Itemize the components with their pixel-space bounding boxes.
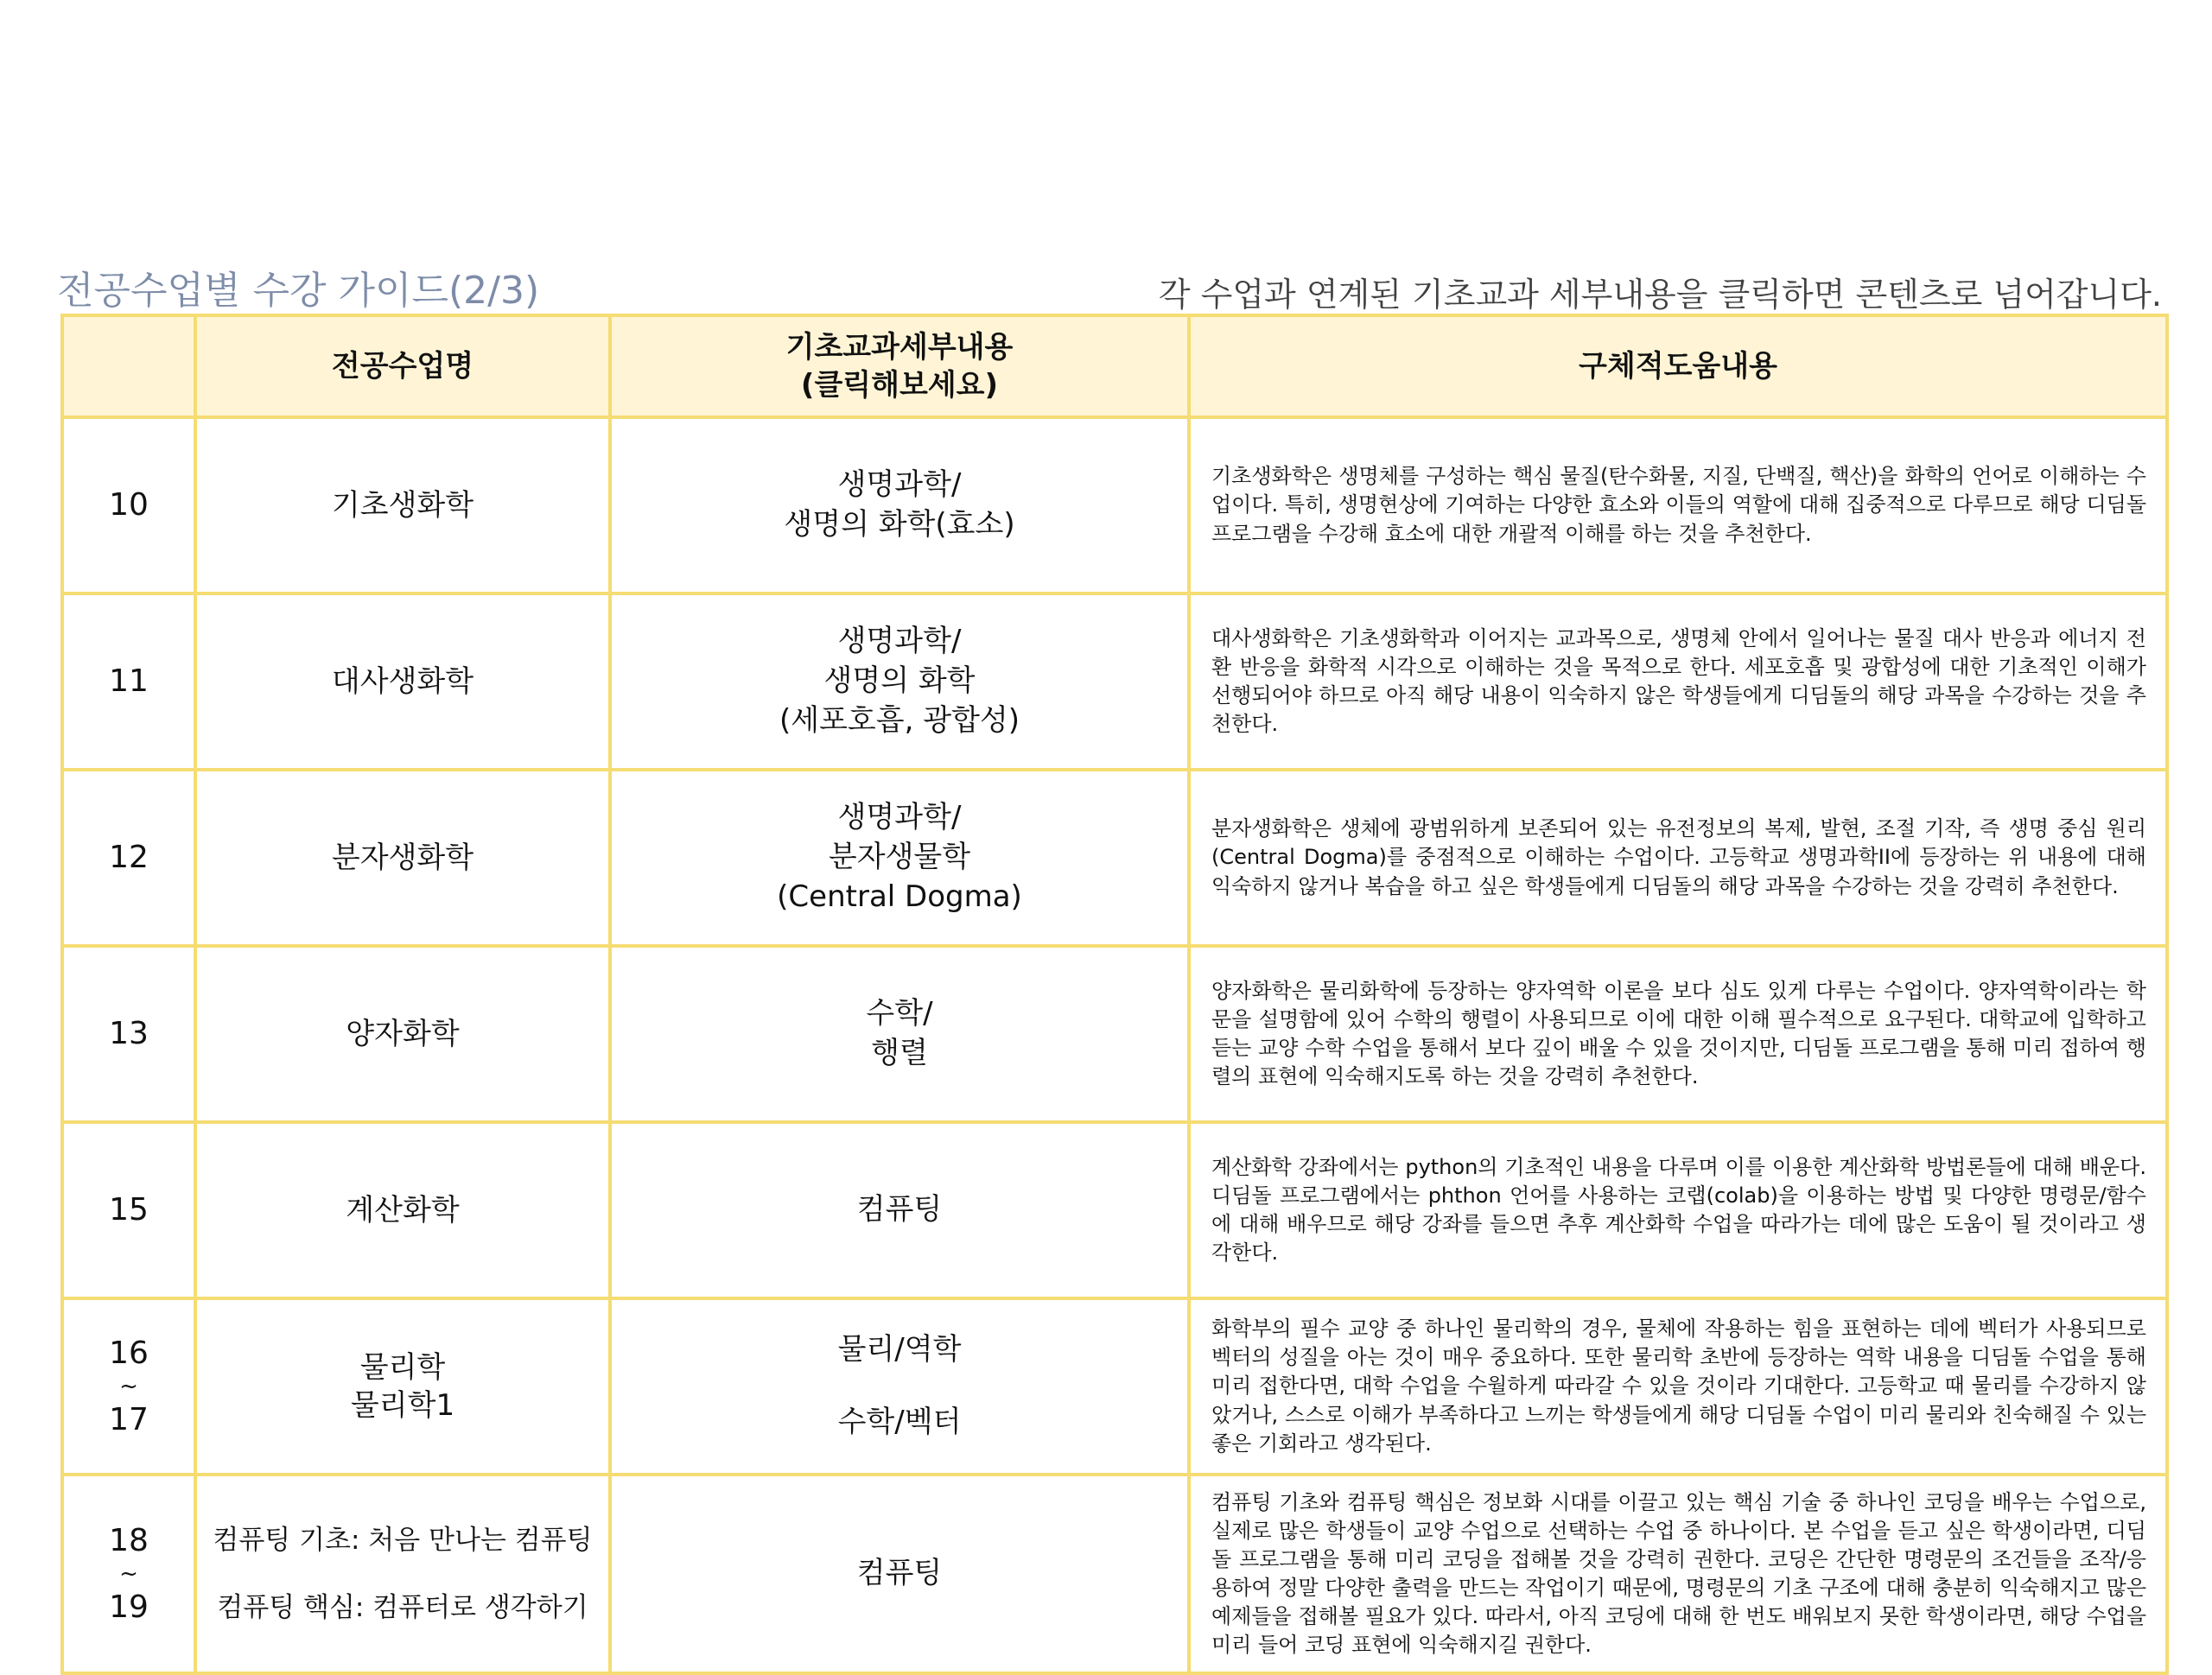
row-number: 13 (62, 946, 195, 1122)
basic-content-link[interactable]: 컴퓨팅 (610, 1475, 1189, 1673)
row-number: 15 (62, 1122, 195, 1298)
table-row (62, 1475, 2167, 1673)
table-row (62, 593, 2167, 770)
page-hint: 각 수업과 연계된 기초교과 세부내용을 클릭하면 콘텐츠로 넘어갑니다. (1158, 276, 2162, 314)
course-name-line: 물리학1 (350, 1388, 455, 1423)
basic-content-link[interactable] (610, 1122, 1189, 1298)
row-number (62, 1475, 195, 1673)
basic-content-cell (610, 1298, 1189, 1475)
course-name (195, 1298, 610, 1475)
row-number (62, 1298, 195, 1475)
basic-content-line: 생명과학/ (837, 467, 962, 503)
course-name-line: 물리학 (359, 1349, 446, 1385)
header-desc: 구체적도움내용 (1189, 315, 2167, 417)
course-guide-table (60, 314, 2169, 1675)
help-description: 컴퓨팅 기초와 컴퓨팅 핵심은 정보화 시대를 이끌고 있는 핵심 기술 중 하나인 코딩을 배우는 수업으로, 실제로 많은 학생들이 교양 수업으로 선택하는 수업 중 하나이다. 본 수업을 듣고 싶은 학생이라면, 디딤돌 프로그램을 통해 미리 코딩을 접해볼 것을 강력히 권한다. 코딩은 간단한 명령문의 조건들을 조작/응용하여 정말 다양한 출력을 만드는 작업이기 때문에, 명령문의 기초 구조에 대해 충분히 익숙해지고 많은 예제들을 접해볼 필요가 있다. 따라서, 아직 코딩에 대해 한 번도 배워보지 못한 학생이라면, 해당 수업을 미리 들어 코딩 표현에 익숙해지길 권한다. (1189, 1475, 2167, 1673)
help-description: 기초생화학은 생명체를 구성하는 핵심 물질(탄수화물, 지질, 단백질, 핵산)을 화학의 언어로 이해하는 수업이다. 특히, 생명현상에 기여하는 다양한 효소와 이들의 역할에 대해 집중적으로 다루므로 해당 디딤돌 프로그램을 수강해 효소에 대한 개괄적 이해를 하는 것을 추천한다. (1189, 417, 2167, 593)
basic-content-line: 생명과학/ (837, 800, 962, 835)
table-row (62, 417, 2167, 593)
help-description: 화학부의 필수 교양 중 하나인 물리학의 경우, 물체에 작용하는 힘을 표현하는 데에 벡터가 사용되므로 벡터의 성질을 아는 것이 매우 중요하다. 또한 물리학 초반에 등장하는 역학 내용을 디딤돌 수업을 통해 미리 접한다면, 대학 수업을 수월하게 따라갈 수 있을 것이라 기대한다. 고등학교 때 물리를 수강하지 않았거나, 스스로 이해가 부족하다고 느끼는 학생들에게 해당 디딤돌 수업이 미리 물리와 친숙해질 수 있는 좋은 기회라고 생각된다. (1189, 1298, 2167, 1475)
row-number-end: 17 (109, 1402, 149, 1437)
course-name-line: 컴퓨팅 핵심: 컴퓨터로 생각하기 (217, 1592, 588, 1623)
page-title: 전공수업별 수강 가이드(2/3) (57, 269, 540, 313)
basic-content-line: 행렬 (871, 1036, 928, 1070)
basic-content-link[interactable] (610, 946, 1189, 1122)
course-name-line: 컴퓨팅 기초: 처음 만나는 컴퓨팅 (213, 1524, 593, 1556)
course-name: 계산화학 (195, 1122, 610, 1298)
help-description: 계산화학 강좌에서는 python의 기초적인 내용을 다루며 이를 이용한 계산화학 방법론들에 대해 배운다. 디딤돌 프로그램에서는 phthon 언어를 사용하는 코랩(colab)을 이용하는 방법 및 다양한 명령문/함수에 대해 배우므로 해당 강좌를 들으면 추후 계산화학 수업을 따라가는 데에 많은 도움이 될 것이라고 생각한다. (1189, 1122, 2167, 1298)
row-number-range-sep: ~ (119, 1374, 138, 1399)
basic-content-link[interactable] (610, 417, 1189, 593)
course-name (195, 1475, 610, 1673)
row-number-end: 19 (109, 1589, 149, 1625)
header-basic-line2: (클릭해보세요) (800, 368, 999, 403)
row-number-start: 16 (109, 1335, 149, 1371)
row-number-range-sep: ~ (119, 1561, 138, 1587)
basic-content-line: 분자생물학 (828, 840, 971, 875)
course-name: 기초생화학 (195, 417, 610, 593)
course-name: 대사생화학 (195, 593, 610, 770)
help-description: 대사생화학은 기초생화학과 이어지는 교과목으로, 생명체 안에서 일어나는 물질 대사 반응과 에너지 전환 반응을 화학적 시각으로 이해하는 것을 목적으로 한다. 세포호흡 및 광합성에 대한 기초적인 이해가 선행되어야 하므로 아직 해당 내용이 익숙하지 않은 학생들에게 디딤돌의 해당 과목을 수강하는 것을 추천한다. (1189, 593, 2167, 770)
basic-content-link[interactable]: 물리/역학 (837, 1332, 962, 1367)
basic-content-line: 생명의 화학(효소) (784, 507, 1015, 542)
row-number: 12 (62, 770, 195, 946)
basic-content-link[interactable]: 수학/벡터 (837, 1405, 962, 1439)
row-number: 10 (62, 417, 195, 593)
header-num (62, 315, 195, 417)
basic-content-line: 생명과학/ (837, 624, 962, 659)
help-description: 양자화학은 물리화학에 등장하는 양자역학 이론을 보다 심도 있게 다루는 수업이다. 양자역학이라는 학문을 설명함에 있어 수학의 행렬이 사용되므로 이에 대한 이해 필수적으로 요구된다. 대학교에 입학하고 듣는 교양 수학 수업을 통해서 보다 깊이 배울 수 있을 것이지만, 디딤돌 프로그램을 통해 미리 접하여 행렬의 표현에 익숙해지도록 하는 것을 강력히 추천한다. (1189, 946, 2167, 1122)
header-basic (610, 315, 1189, 417)
basic-content-line: 생명의 화학 (823, 663, 976, 699)
basic-content-link[interactable] (610, 770, 1189, 946)
help-description: 분자생화학은 생체에 광범위하게 보존되어 있는 유전정보의 복제, 발현, 조절 기작, 즉 생명 중심 원리(Central Dogma)를 중점적으로 이해하는 수업이다. 고등학교 생명과학II에 등장하는 위 내용에 대해 익숙하지 않거나 복습을 하고 싶은 학생들에게 디딤돌의 해당 과목을 수강하는 것을 강력히 추천한다. (1189, 770, 2167, 946)
table-row (62, 1298, 2167, 1475)
row-number: 11 (62, 593, 195, 770)
basic-content-line: (Central Dogma) (777, 879, 1022, 914)
table-row (62, 1122, 2167, 1298)
course-name: 분자생화학 (195, 770, 610, 946)
row-number-start: 18 (109, 1522, 149, 1558)
header-course: 전공수업명 (195, 315, 610, 417)
table-row (62, 770, 2167, 946)
basic-content-line: 수학/ (866, 996, 933, 1031)
basic-content-line: (세포호흡, 광합성) (779, 702, 1020, 738)
header-basic-line1: 기초교과세부내용 (785, 329, 1014, 365)
basic-content-line: 컴퓨팅 (856, 1192, 943, 1228)
table-row (62, 946, 2167, 1122)
course-name: 양자화학 (195, 946, 610, 1122)
header-row (62, 315, 2167, 417)
basic-content-link[interactable] (610, 593, 1189, 770)
